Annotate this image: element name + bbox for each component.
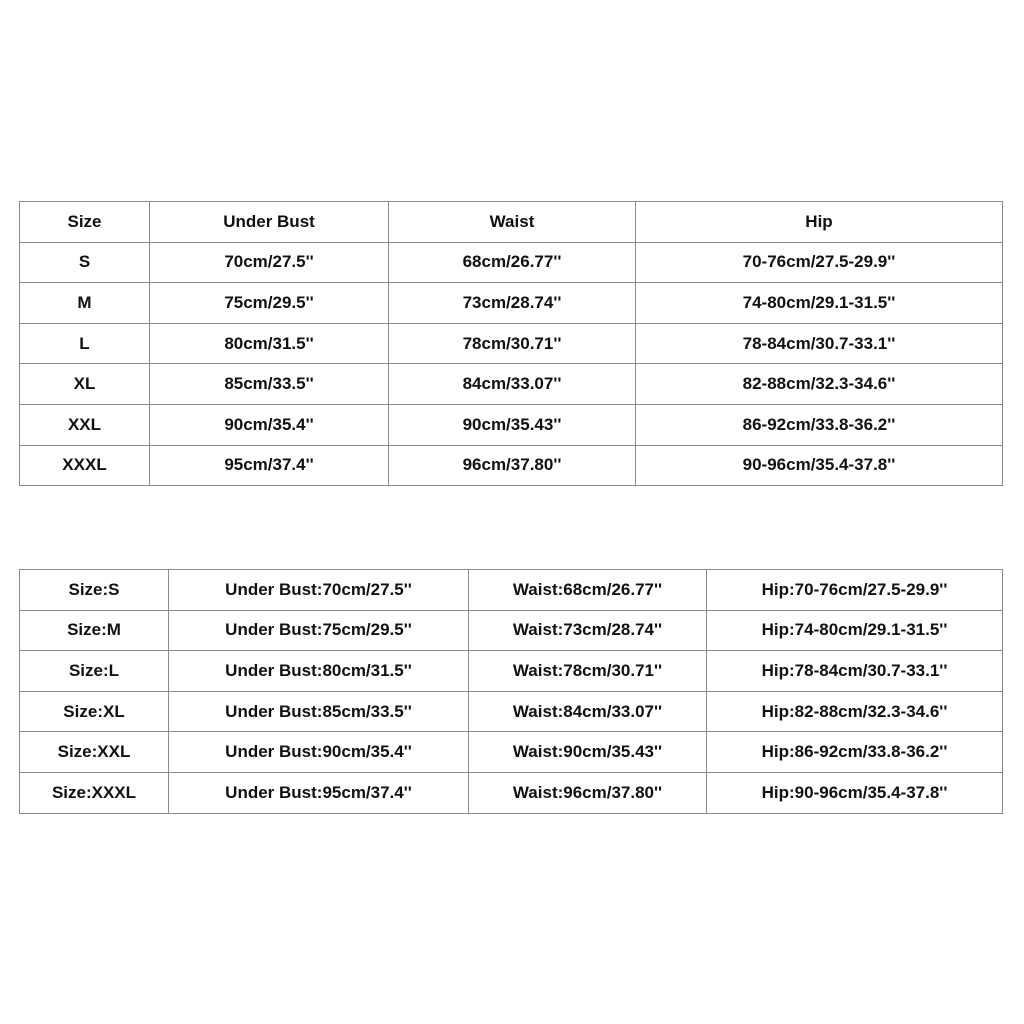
size-cell: Size:XXL <box>20 732 169 773</box>
table-header-row <box>20 202 1003 243</box>
labeled-size-chart-table <box>19 569 1003 814</box>
waist-cell: Waist:73cm/28.74'' <box>469 610 707 651</box>
table-row <box>20 570 1003 611</box>
under-bust-cell: Under Bust:90cm/35.4'' <box>169 732 469 773</box>
waist-cell: Waist:84cm/33.07'' <box>469 691 707 732</box>
waist-cell: 84cm/33.07'' <box>389 364 636 405</box>
table-row <box>20 651 1003 692</box>
size-cell: Size:L <box>20 651 169 692</box>
waist-cell: 68cm/26.77'' <box>389 242 636 283</box>
under-bust-cell: 75cm/29.5'' <box>150 283 389 324</box>
waist-cell: 73cm/28.74'' <box>389 283 636 324</box>
hip-cell: Hip:74-80cm/29.1-31.5'' <box>707 610 1003 651</box>
table-row <box>20 445 1003 486</box>
under-bust-cell: 95cm/37.4'' <box>150 445 389 486</box>
hip-cell: 86-92cm/33.8-36.2'' <box>636 404 1003 445</box>
waist-cell: 90cm/35.43'' <box>389 404 636 445</box>
waist-cell: 78cm/30.71'' <box>389 323 636 364</box>
size-cell: Size:XXXL <box>20 772 169 813</box>
under-bust-cell: 90cm/35.4'' <box>150 404 389 445</box>
under-bust-cell: 85cm/33.5'' <box>150 364 389 405</box>
waist-cell: Waist:90cm/35.43'' <box>469 732 707 773</box>
table-row <box>20 323 1003 364</box>
under-bust-cell: Under Bust:95cm/37.4'' <box>169 772 469 813</box>
hip-cell: 74-80cm/29.1-31.5'' <box>636 283 1003 324</box>
size-cell: M <box>20 283 150 324</box>
size-cell: L <box>20 323 150 364</box>
waist-cell: Waist:96cm/37.80'' <box>469 772 707 813</box>
header-size: Size <box>20 202 150 243</box>
hip-cell: 90-96cm/35.4-37.8'' <box>636 445 1003 486</box>
under-bust-cell: Under Bust:80cm/31.5'' <box>169 651 469 692</box>
hip-cell: Hip:90-96cm/35.4-37.8'' <box>707 772 1003 813</box>
table-row <box>20 610 1003 651</box>
size-cell: XXXL <box>20 445 150 486</box>
waist-cell: Waist:78cm/30.71'' <box>469 651 707 692</box>
hip-cell: Hip:70-76cm/27.5-29.9'' <box>707 570 1003 611</box>
size-cell: Size:S <box>20 570 169 611</box>
size-cell: Size:M <box>20 610 169 651</box>
size-cell: S <box>20 242 150 283</box>
table-row <box>20 242 1003 283</box>
size-chart-table <box>19 201 1003 486</box>
table-row <box>20 283 1003 324</box>
hip-cell: Hip:82-88cm/32.3-34.6'' <box>707 691 1003 732</box>
hip-cell: 82-88cm/32.3-34.6'' <box>636 364 1003 405</box>
size-cell: Size:XL <box>20 691 169 732</box>
waist-cell: 96cm/37.80'' <box>389 445 636 486</box>
table-row <box>20 691 1003 732</box>
hip-cell: 70-76cm/27.5-29.9'' <box>636 242 1003 283</box>
header-waist: Waist <box>389 202 636 243</box>
under-bust-cell: Under Bust:70cm/27.5'' <box>169 570 469 611</box>
hip-cell: Hip:86-92cm/33.8-36.2'' <box>707 732 1003 773</box>
hip-cell: Hip:78-84cm/30.7-33.1'' <box>707 651 1003 692</box>
table-row <box>20 732 1003 773</box>
under-bust-cell: 80cm/31.5'' <box>150 323 389 364</box>
table-row <box>20 364 1003 405</box>
header-under-bust: Under Bust <box>150 202 389 243</box>
table-row <box>20 404 1003 445</box>
under-bust-cell: 70cm/27.5'' <box>150 242 389 283</box>
hip-cell: 78-84cm/30.7-33.1'' <box>636 323 1003 364</box>
waist-cell: Waist:68cm/26.77'' <box>469 570 707 611</box>
size-cell: XXL <box>20 404 150 445</box>
under-bust-cell: Under Bust:85cm/33.5'' <box>169 691 469 732</box>
header-hip: Hip <box>636 202 1003 243</box>
table-row <box>20 772 1003 813</box>
under-bust-cell: Under Bust:75cm/29.5'' <box>169 610 469 651</box>
size-cell: XL <box>20 364 150 405</box>
